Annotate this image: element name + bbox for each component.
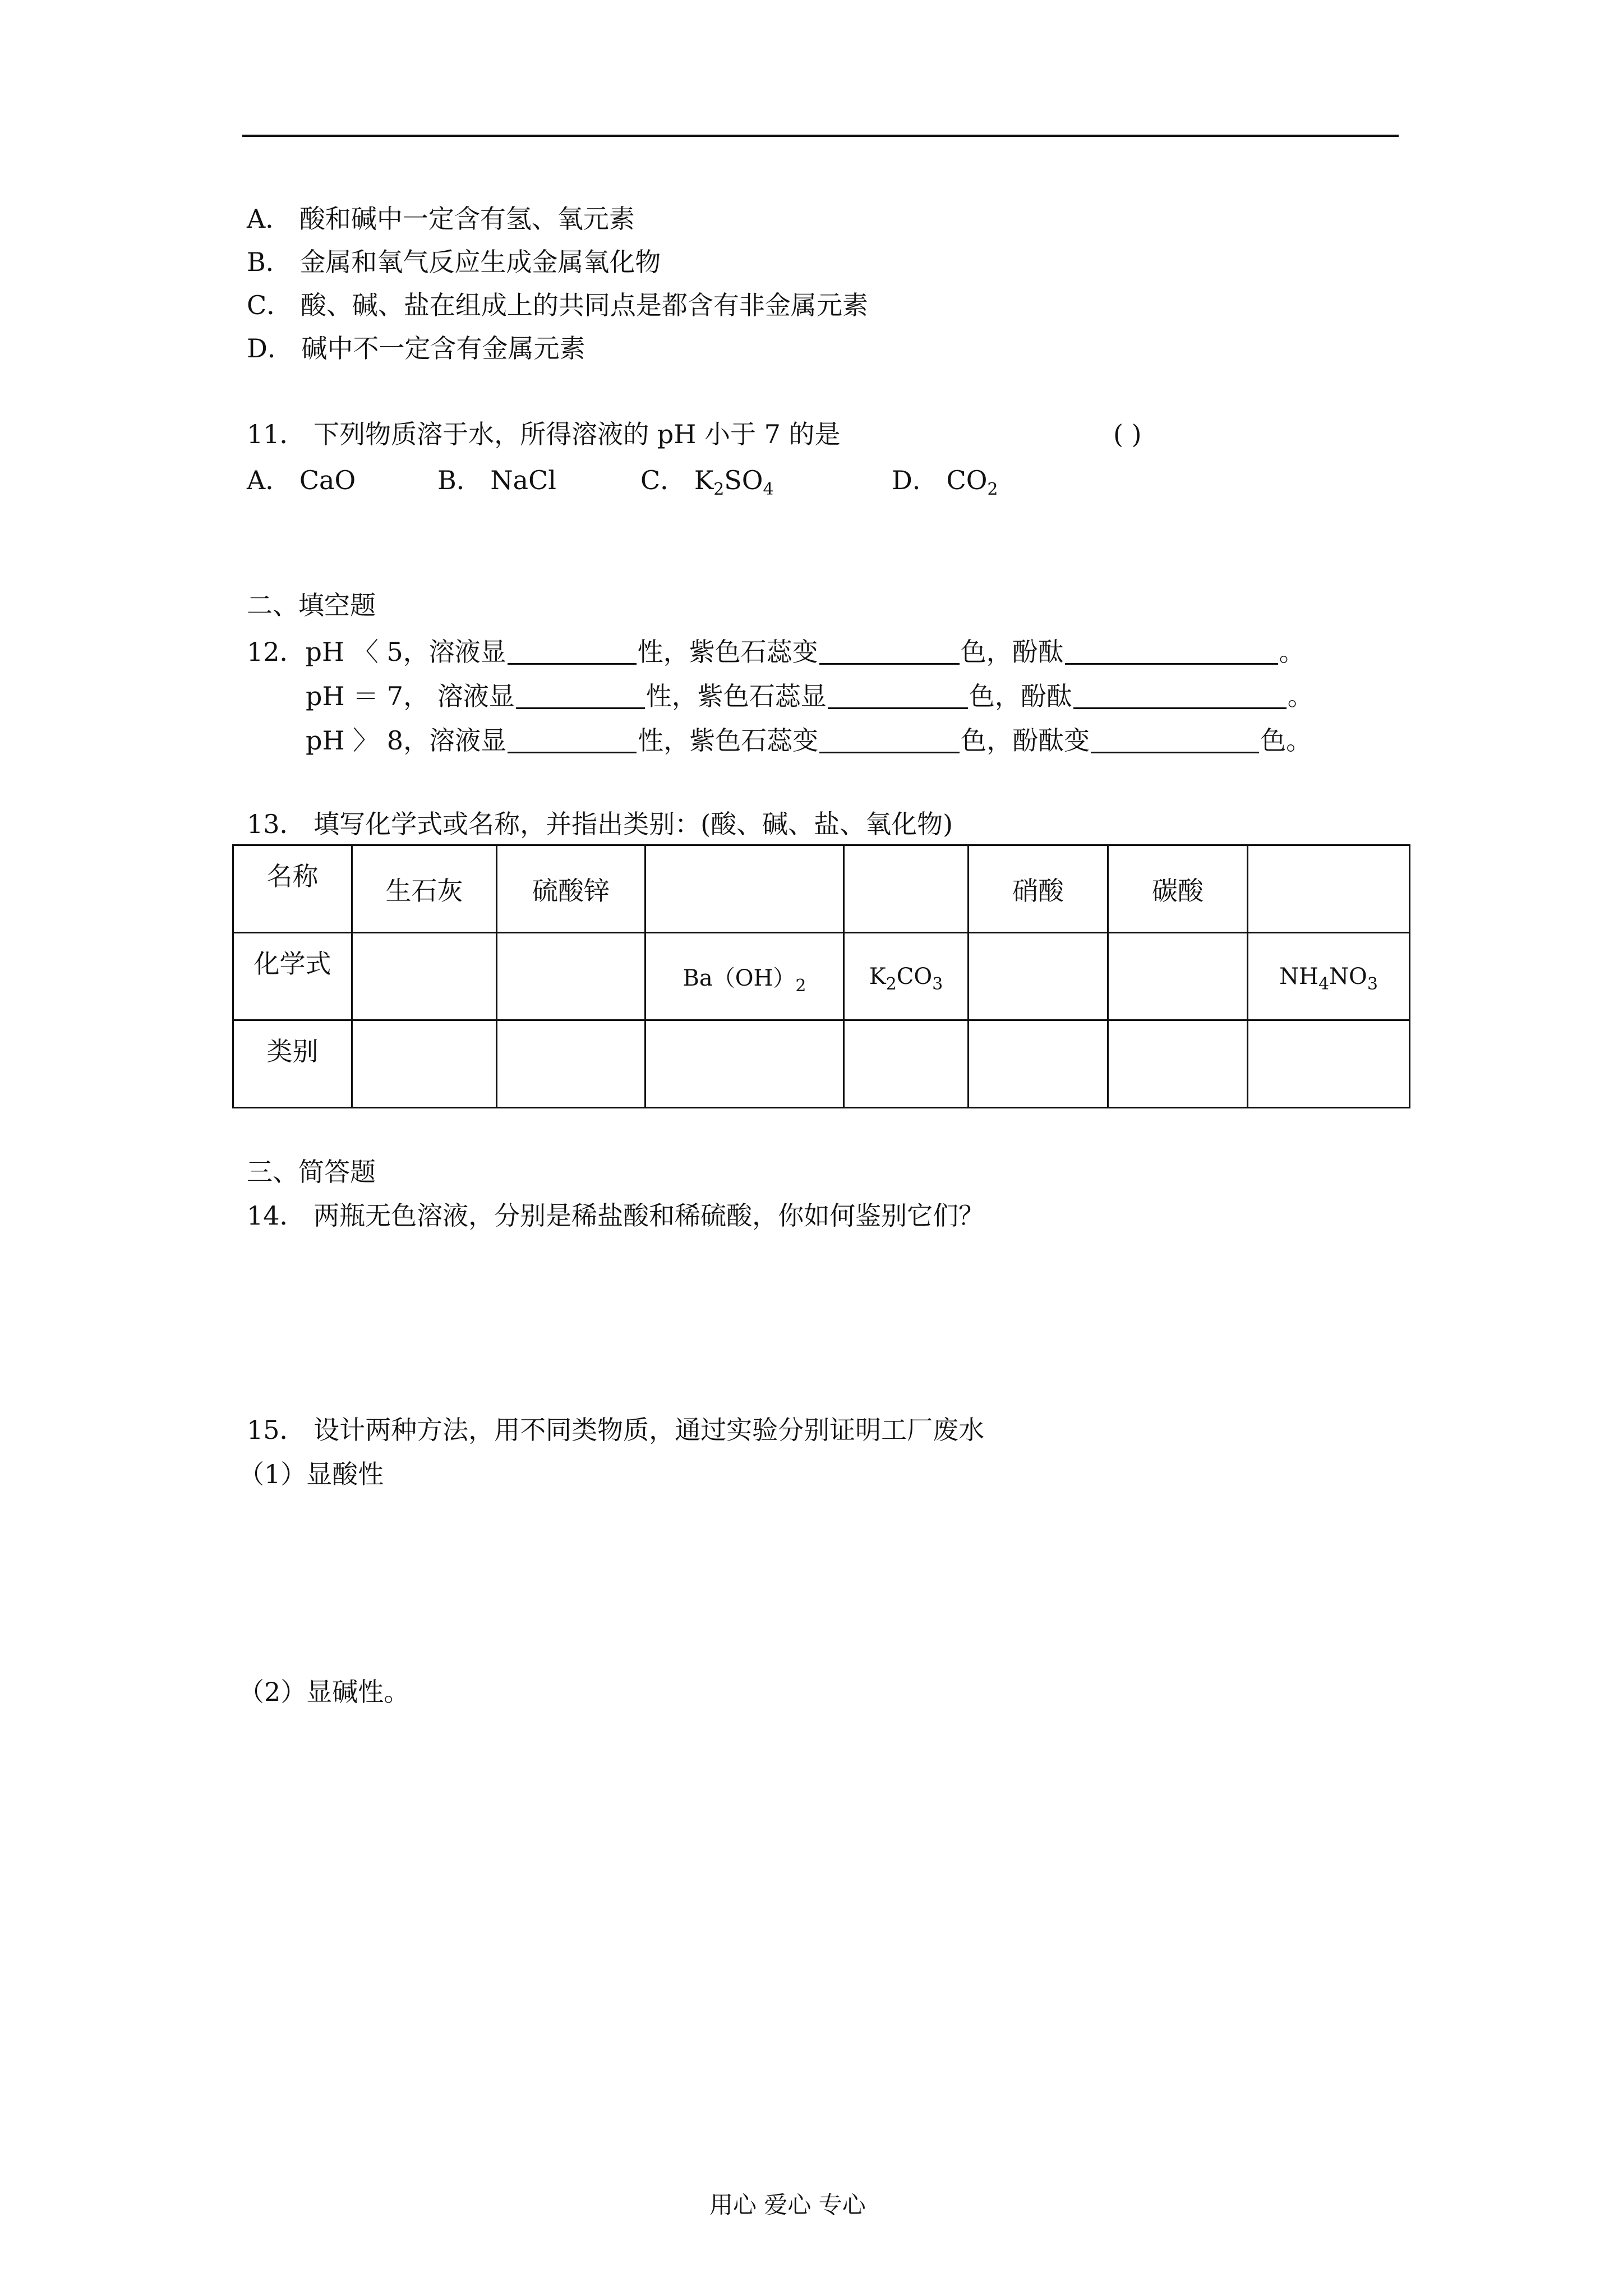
q12-blank-2-3[interactable] [1073,680,1287,709]
q13-name-cell-4[interactable] [844,845,969,933]
section-3-title: 三、简答题 [247,1157,376,1187]
q13-category-cell-7[interactable] [1248,1020,1410,1108]
q13-formula-cell-3: $Ba(OH)_2$ [645,933,844,1020]
q14-stem: 14． 两瓶无色溶液，分别是稀盐酸和稀硫酸，你如何鉴别它们？ [247,1200,985,1231]
q13-category-cell-6[interactable] [1108,1020,1248,1108]
q13-name-cell-2: 硫酸锌 [497,845,645,933]
q13-category-cell-1[interactable] [352,1020,497,1108]
q12-blank-3-1[interactable] [508,725,637,753]
q13-row-category [233,1020,1410,1108]
q13-stem: 13． 填写化学式或名称，并指出类别：(酸、碱、盐、氧化物) [247,809,953,839]
q11-option-d: D． $CO_2$ [892,465,998,499]
q10-option-b: B． 金属和氧气反应生成金属氧化物 [247,247,661,277]
q13-name-cell-3[interactable] [645,845,844,933]
q13-formula-cell-4: $K_2CO_3$ [844,933,969,1020]
q15-part-1: （1）显酸性 [238,1459,384,1489]
q12-line-2: pH ＝ 7， 溶液显 性，紫色石蕊显 色，酚酞 。 [306,681,1313,711]
q11-answer-bracket: ( ) [1113,419,1142,449]
q12-blank-1-2[interactable] [819,636,960,665]
q13-category-cell-2[interactable] [497,1020,645,1108]
q13-row-formula [233,933,1410,1020]
section-2-title: 二、填空题 [247,590,376,620]
header-rule [242,135,1399,137]
page-footer: 用心 爱心 专心 [709,2191,866,2219]
q10-option-d: D． 碱中不一定含有金属元素 [247,333,585,364]
q12-blank-3-3[interactable] [1091,725,1259,753]
q13-name-cell-6: 碳酸 [1108,845,1248,933]
q13-category-cell-4[interactable] [844,1020,969,1108]
q11-stem: 11． 下列物质溶于水，所得溶液的 pH 小于 7 的是 [247,419,841,449]
q12-blank-2-2[interactable] [828,680,968,709]
q15-stem: 15． 设计两种方法，用不同类物质，通过实验分别证明工厂废水 [247,1415,985,1445]
q15-part-2: （2）显碱性。 [238,1677,410,1707]
q13-row-label-category: 类别 [233,1020,352,1108]
q13-table [232,844,1410,1108]
q13-row-label-formula: 化学式 [233,933,352,1020]
q13-category-cell-3[interactable] [645,1020,844,1108]
q12-blank-1-1[interactable] [508,636,637,665]
q12-line-1: 12．pH 〈 5，溶液显 性，紫色石蕊变 色，酚酞 。 [247,637,1305,667]
q11-option-b: B． NaCl [437,465,557,495]
q13-formula-cell-2[interactable] [497,933,645,1020]
q13-formula-cell-6[interactable] [1108,933,1248,1020]
q12-blank-1-3[interactable] [1065,636,1278,665]
q12-blank-3-2[interactable] [819,725,960,753]
q10-option-c: C． 酸、碱、盐在组成上的共同点是都含有非金属元素 [247,290,868,320]
q13-formula-cell-5[interactable] [969,933,1108,1020]
q11-option-c: C． $K_2SO_4$ [640,465,774,499]
q13-row-label-name: 名称 [233,845,352,933]
q10-option-a: A． 酸和碱中一定含有氢、氧元素 [247,204,635,234]
q12-blank-2-1[interactable] [516,680,645,709]
q13-name-cell-1: 生石灰 [352,845,497,933]
q13-category-cell-5[interactable] [969,1020,1108,1108]
q13-row-name [233,845,1410,933]
q11-option-a: A． CaO [247,465,356,495]
q12-line-3: pH 〉 8，溶液显 性，紫色石蕊变 色，酚酞变 色。 [306,725,1312,756]
q13-formula-cell-1[interactable] [352,933,497,1020]
q13-formula-cell-7: $NH_4NO_3$ [1248,933,1410,1020]
q13-name-cell-7[interactable] [1248,845,1410,933]
q13-name-cell-5: 硝酸 [969,845,1108,933]
